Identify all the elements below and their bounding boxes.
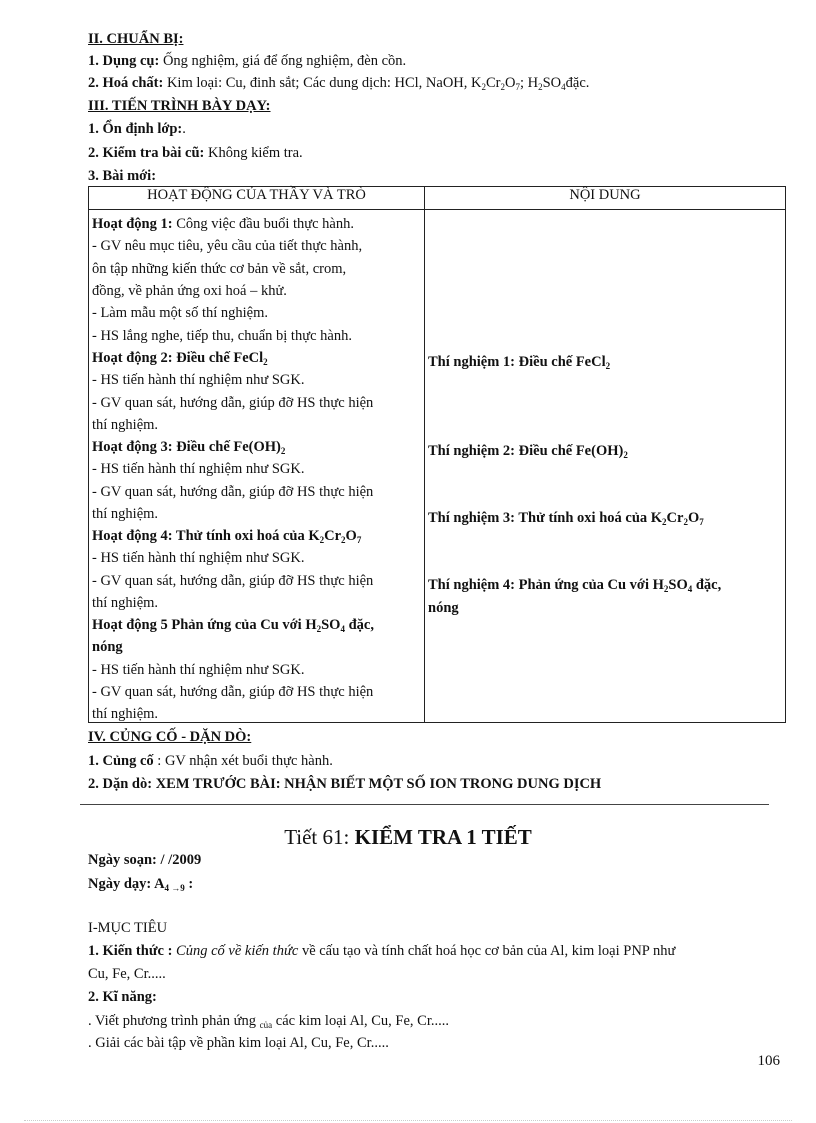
teach-date-end: : <box>184 876 194 892</box>
chem-text: đặc, <box>692 577 722 593</box>
activity-line: - HS tiến hành thí nghiệm như SGK. <box>92 662 305 678</box>
activity-line: - Làm mẫu một số thí nghiệm. <box>92 305 268 321</box>
consolidate-item-homework-text: XEM TRƯỚC BÀI: NHẬN BIẾT MỘT SỐ ION TRONG DUNG DỊCH <box>152 776 602 792</box>
chem-text: O <box>345 528 357 544</box>
chem-text: Kim loại: Cu, đinh sắt; Các dung dịch: HCl, NaOH, K <box>163 75 482 91</box>
consolidate-item-homework <box>88 775 601 793</box>
objective-knowledge-label: 1. Kiến thức : <box>88 943 173 959</box>
activities-cell <box>89 210 425 723</box>
chem-sub: 2 <box>662 517 667 527</box>
experiment-1-text: Thí nghiệm 1: Điều chế FeCl <box>428 354 606 370</box>
teach-date-label: Ngày dạy: <box>88 876 152 892</box>
objective-skill-1-text-end: các kim loại Al, Cu, Fe, Cr..... <box>272 1013 449 1029</box>
chem-text: O <box>504 75 516 91</box>
chem-text: O <box>687 510 700 526</box>
chem-sub: 2 <box>683 517 688 527</box>
activity-5-title <box>92 616 374 634</box>
process-item-class <box>88 120 186 138</box>
activity-5-title-cont: nóng <box>92 639 123 655</box>
page-bottom-border <box>24 1120 792 1121</box>
objective-skill-1-text: . Viết phương trình phản ứng <box>88 1013 260 1029</box>
chem-sub: 2 <box>663 584 669 594</box>
activity-table <box>88 186 786 723</box>
chem-text: SO <box>668 577 688 593</box>
activity-4-title <box>92 527 361 545</box>
table-header-content: NỘI DUNG <box>425 187 786 210</box>
activity-line: - GV quan sát, hướng dẫn, giúp đỡ HS thực hiện <box>92 395 374 411</box>
teach-date <box>88 875 193 893</box>
chem-sub: 2 <box>538 82 543 92</box>
prep-item-tools-text: Ống nghiệm, giá để ống nghiệm, đèn cồn. <box>159 53 407 69</box>
activity-line: đồng, về phản ứng oxi hoá – khử. <box>92 283 287 299</box>
process-heading: III. TIẾN TRÌNH BÀY DẠY: <box>88 98 271 114</box>
activity-2-title-text: Hoạt động 2: Điều chế FeCl <box>92 350 264 366</box>
prep-item-tools <box>88 52 406 70</box>
activity-2-title <box>92 349 268 367</box>
chem-sub: 2 <box>623 450 628 460</box>
chem-text: Cr <box>666 510 684 526</box>
activity-line: - HS lắng nghe, tiếp thu, chuẩn bị thực hành. <box>92 328 352 344</box>
chem-sub: 2 <box>500 82 505 92</box>
chem-sub: 2 <box>481 82 486 92</box>
activity-line: - GV nêu mục tiêu, yêu cầu của tiết thực hành, <box>92 238 363 254</box>
page-number: 106 <box>757 1053 780 1069</box>
consolidate-heading: IV. CỦNG CỐ - DẶN DÒ: <box>88 729 252 745</box>
process-item-class-text: . <box>182 121 186 137</box>
prep-item-chemicals-label: 2. Hoá chất: <box>88 75 164 91</box>
prep-item-tools-label: 1. Dụng cụ: <box>88 53 160 69</box>
chem-sub: 7 <box>356 535 362 545</box>
chem-sub: 2 <box>605 361 611 371</box>
activity-line: - HS tiến hành thí nghiệm như SGK. <box>92 372 305 388</box>
activity-5-title-text: Hoạt động 5 Phản ứng của Cu với H <box>92 617 317 633</box>
chem-sub: 7 <box>699 517 704 527</box>
activity-4-title-text: Hoạt động 4: Thử tính oxi hoá của K <box>92 528 320 544</box>
activity-1-title <box>92 215 354 233</box>
objective-skill-2: . Giải các bài tập về phần kim loại Al, Cu, Fe, Cr..... <box>88 1035 389 1051</box>
experiment-1 <box>428 353 610 371</box>
activity-1-text: Công việc đầu buổi thực hành. <box>172 216 354 232</box>
chem-text: Cr <box>485 75 501 91</box>
process-item-check <box>88 144 303 162</box>
chem-sub: 2 <box>316 624 322 634</box>
process-item-check-text: Không kiểm tra. <box>204 145 303 161</box>
content-cell <box>425 210 786 723</box>
chem-sub: 4 <box>340 624 345 634</box>
activity-line: ôn tập những kiến thức cơ bản về sắt, crom, <box>92 261 347 277</box>
chem-sub: 2 <box>341 535 346 545</box>
consolidate-item-homework-label: 2. Dặn dò: <box>88 776 153 792</box>
activity-3-title-text: Hoạt động 3: Điều chế Fe(OH) <box>92 439 281 455</box>
chem-text: SO <box>542 75 562 91</box>
activity-line: - HS tiến hành thí nghiệm như SGK. <box>92 461 305 477</box>
consolidate-item-review <box>88 752 333 770</box>
chem-sub: 4 <box>687 584 693 594</box>
prep-date <box>88 851 201 869</box>
activity-line: thí nghiệm. <box>92 706 159 722</box>
activity-1-label: Hoạt động 1: <box>92 216 173 232</box>
lesson-61-title <box>0 824 816 850</box>
consolidate-item-review-text: : GV nhận xét buổi thực hành. <box>153 753 333 769</box>
process-item-class-label: 1. Ổn định lớp: <box>88 121 183 137</box>
objective-skill-1 <box>88 1012 449 1030</box>
consolidate-item-review-label: 1. Củng cố <box>88 753 154 769</box>
experiment-3-text: Thí nghiệm 3: Thử tính oxi hoá của K <box>428 510 663 526</box>
teach-date-value: A <box>151 876 165 892</box>
chem-text: SO <box>321 617 341 633</box>
prep-item-chemicals <box>88 74 589 92</box>
experiment-3 <box>428 509 704 527</box>
experiment-2-text: Thí nghiệm 2: Điều chế Fe(OH) <box>428 443 624 459</box>
experiment-4-text: Thí nghiệm 4: Phản ứng của Cu với H <box>428 577 664 593</box>
chem-text: ; H <box>519 75 539 91</box>
teach-date-sub: 4 →9 <box>164 883 185 893</box>
objective-knowledge-cont: Cu, Fe, Cr..... <box>88 966 166 982</box>
chem-text: Cr <box>324 528 342 544</box>
table-header-activities: HOẠT ĐỘNG CỦA THẦY VÀ TRÒ <box>89 187 425 210</box>
chem-sub: 2 <box>319 535 325 545</box>
chem-text: đặc, <box>344 617 374 633</box>
lesson-61-title-prefix: Tiết 61: <box>284 825 355 849</box>
experiment-2 <box>428 442 628 460</box>
chem-sub: 2 <box>263 357 268 367</box>
table-header-row <box>89 187 786 210</box>
activity-line: - HS tiến hành thí nghiệm như SGK. <box>92 550 305 566</box>
section-divider <box>80 804 769 805</box>
experiment-4-cont: nóng <box>428 600 459 616</box>
table-row <box>89 210 786 723</box>
objectives-heading: I-MỤC TIÊU <box>88 920 168 936</box>
process-item-new-lesson: 3. Bài mới: <box>88 168 157 184</box>
process-item-check-label: 2. Kiểm tra bài cũ: <box>88 145 205 161</box>
objective-skill-1-sub: của <box>259 1020 273 1030</box>
activity-line: thí nghiệm. <box>92 595 159 611</box>
chem-sub: 7 <box>515 82 520 92</box>
chem-sub: 4 <box>561 82 566 92</box>
objective-knowledge-text: về cấu tạo và tính chất hoá học cơ bản của Al, kim loại PNP như <box>298 943 676 959</box>
activity-line: - GV quan sát, hướng dẫn, giúp đỡ HS thực hiện <box>92 684 374 700</box>
activity-line: - GV quan sát, hướng dẫn, giúp đỡ HS thực hiện <box>92 573 374 589</box>
objective-knowledge <box>88 942 675 960</box>
experiment-4 <box>428 576 721 594</box>
activity-3-title <box>92 438 285 456</box>
chem-sub: 2 <box>280 446 286 456</box>
activity-line: thí nghiệm. <box>92 417 159 433</box>
activity-line: thí nghiệm. <box>92 506 159 522</box>
objective-knowledge-italic: Củng cố về kiến thức <box>172 943 299 959</box>
activity-line: - GV quan sát, hướng dẫn, giúp đỡ HS thực hiện <box>92 484 374 500</box>
prep-heading: II. CHUẨN BỊ: <box>88 31 184 47</box>
objective-skills-label: 2. Kĩ năng: <box>88 989 157 1005</box>
prep-date-value: / /2009 <box>156 852 202 868</box>
lesson-61-title-main: KIỂM TRA 1 TIẾT <box>354 825 532 849</box>
chem-text: đặc. <box>565 75 590 91</box>
prep-date-label: Ngày soạn: <box>88 852 157 868</box>
